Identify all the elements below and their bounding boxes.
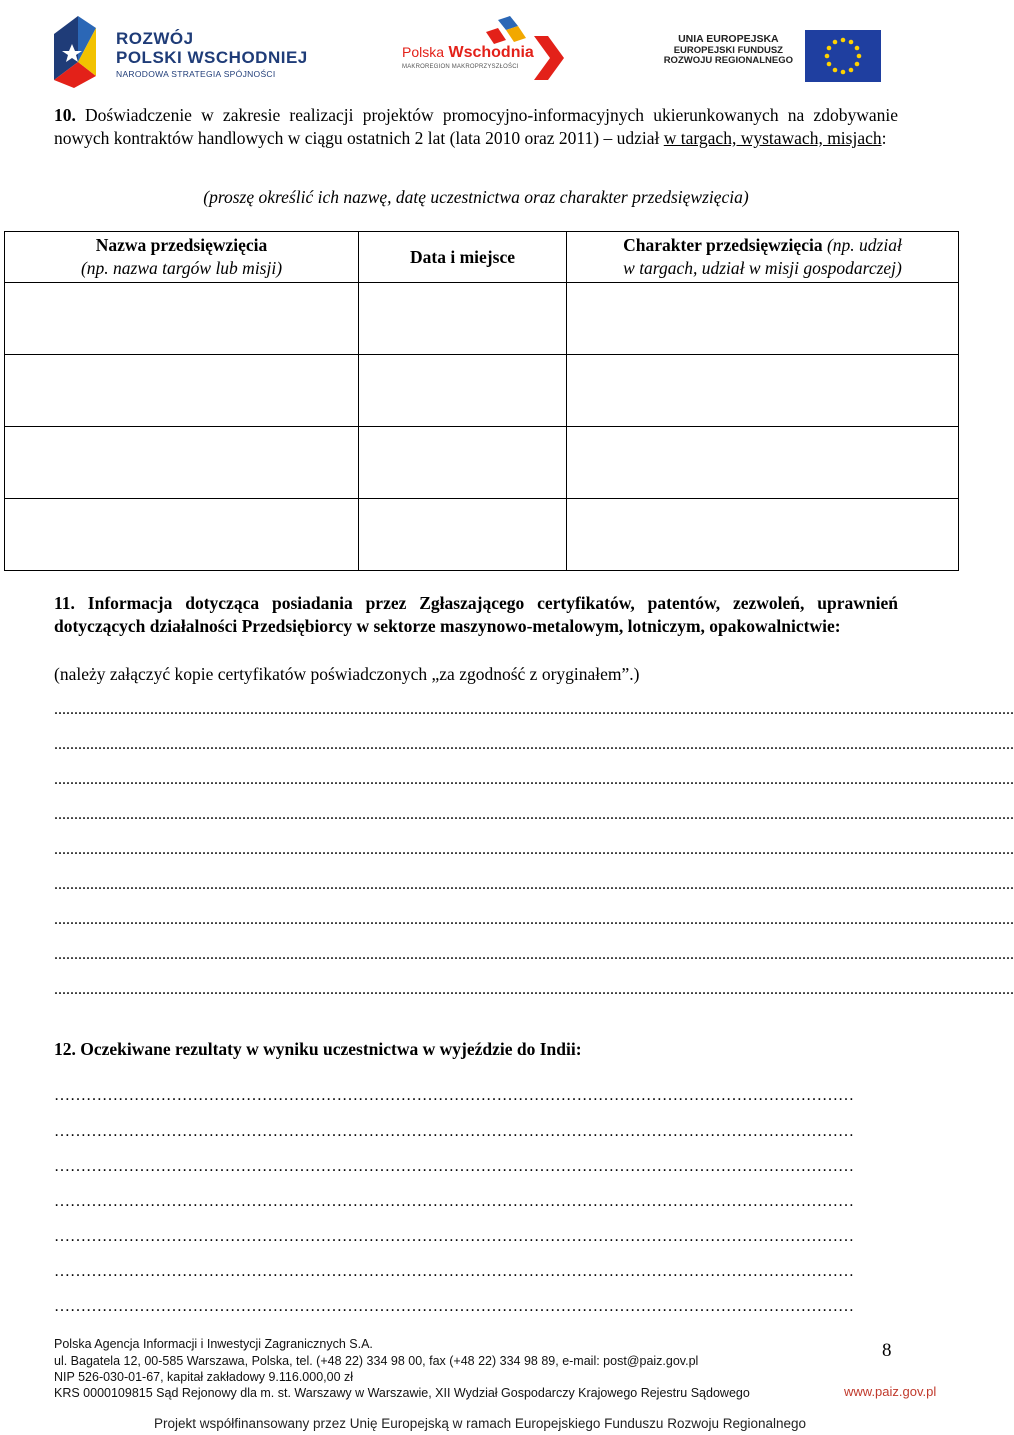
footer-krs: KRS 0000109815 Sąd Rejonowy dla m. st. Warszawy w Warszawie, XII Wydział Gospodarczy Krajowego Rejestru Sądowego xyxy=(54,1386,750,1400)
footer-cofinance-note: Projekt współfinansowany przez Unię Europejską w ramach Europejskiego Funduszu Rozwoju Regionalnego xyxy=(153,1416,807,1431)
col-header-date-title: Data i miejsce xyxy=(410,246,515,267)
ue-line-2: EUROPEJSKI FUNDUSZ xyxy=(673,44,783,56)
answer-line-11[interactable]: ................................................................................................................................................................................................................................................ xyxy=(54,701,1014,718)
logo-subline: MAKROREGION MAKROPRZYSZŁOŚCI xyxy=(402,64,519,70)
answer-line-12[interactable]: …………………………………………………………………………………………………………………………………… xyxy=(54,1298,854,1315)
cell-date-input[interactable] xyxy=(359,355,567,427)
cell-date-input[interactable] xyxy=(359,283,567,355)
section-10-number: 10. xyxy=(54,105,76,125)
answer-line-11[interactable]: ................................................................................................................................................................................................................................................ xyxy=(54,806,1014,823)
cell-name-input[interactable] xyxy=(5,283,359,355)
section-10-body: Doświadczenie w zakresie realizacji projektów promocyjno-informacyjnych ukierunkowanych na zdobywanie nowych kontraktów handlowych w ciągu ostatnich 2 lat (lata 2010 oraz 2011) – udział xyxy=(54,105,898,148)
ue-line-3: ROZWOJU REGIONALNEGO xyxy=(663,54,793,66)
table-row xyxy=(5,499,959,571)
col-header-character-sub-b: w targach, udział w misji gospodarczej) xyxy=(623,258,902,278)
logo-line-1: ROZWÓJ xyxy=(116,29,194,48)
table-row xyxy=(5,283,959,355)
col-header-name xyxy=(5,232,359,283)
answer-line-11[interactable]: ................................................................................................................................................................................................................................................ xyxy=(54,876,1014,893)
logo-word-wschodnia: Wschodnia xyxy=(448,44,534,61)
ue-line-1: UNIA EUROPEJSKA xyxy=(678,33,779,45)
answer-line-12[interactable]: …………………………………………………………………………………………………………………………………… xyxy=(54,1158,854,1175)
answer-line-12[interactable]: …………………………………………………………………………………………………………………………………… xyxy=(54,1193,854,1210)
cell-character-input[interactable] xyxy=(567,427,959,499)
section-10-tail: : xyxy=(881,128,887,148)
cell-character-input[interactable] xyxy=(567,355,959,427)
table-row xyxy=(5,355,959,427)
logo-word-polska: Polska xyxy=(402,44,445,60)
footer-company: Polska Agencja Informacji i Inwestycji Zagranicznych S.A. xyxy=(54,1337,373,1351)
col-header-character xyxy=(567,232,959,283)
table-header-row xyxy=(5,232,959,283)
logo-polska-wschodnia xyxy=(402,16,562,88)
section-10-text xyxy=(54,104,898,150)
answer-line-11[interactable]: ................................................................................................................................................................................................................................................ xyxy=(54,911,1014,928)
logo-line-3: NARODOWA STRATEGIA SPÓJNOŚCI xyxy=(116,69,276,79)
answer-line-12[interactable]: …………………………………………………………………………………………………………………………………… xyxy=(54,1263,854,1280)
cell-date-input[interactable] xyxy=(359,427,567,499)
cell-name-input[interactable] xyxy=(5,355,359,427)
section-10-underlined: w targach, wystawach, misjach xyxy=(663,128,882,148)
col-header-name-sub: (np. nazwa targów lub misji) xyxy=(80,258,283,278)
footer-website-link[interactable]: www.paiz.gov.pl xyxy=(844,1384,937,1399)
table-row xyxy=(5,427,959,499)
section-11-text: 11. Informacja dotycząca posiadania przez Zgłaszającego certyfikatów, patentów, zezwoleń, uprawnień dotyczących działalności Przedsiębiorcy w sektorze maszynowo-metalowym, lotniczym, opakowalnictwie: xyxy=(54,593,898,636)
section-10-hint: (proszę określić ich nazwę, datę uczestnictwa oraz charakter przedsięwzięcia) xyxy=(203,187,749,207)
col-header-character-title: Charakter przedsięwzięcia xyxy=(623,235,823,255)
footer-address: ul. Bagatela 12, 00-585 Warszawa, Polska, tel. (+48 22) 334 98 00, fax (+48 22) 334 98 89, e-mail: post@paiz.gov.pl xyxy=(54,1354,699,1368)
logo-rozwoj-polski-wschodniej xyxy=(52,14,322,92)
answer-line-11[interactable]: ................................................................................................................................................................................................................................................ xyxy=(54,946,1014,963)
cell-name-input[interactable] xyxy=(5,499,359,571)
rozwoj-emblem-icon xyxy=(52,14,114,88)
cell-character-input[interactable] xyxy=(567,283,959,355)
answer-line-11[interactable]: ................................................................................................................................................................................................................................................ xyxy=(54,771,1014,788)
section-12-text: 12. Oczekiwane rezultaty w wyniku uczestnictwa w wyjeździe do Indii: xyxy=(54,1039,582,1059)
answer-line-11[interactable]: ................................................................................................................................................................................................................................................ xyxy=(54,736,1014,753)
cell-name-input[interactable] xyxy=(5,427,359,499)
section-11-note: (należy załączyć kopie certyfikatów poświadczonych „za zgodność z oryginałem”.) xyxy=(54,664,640,684)
answer-line-11[interactable]: ................................................................................................................................................................................................................................................ xyxy=(54,981,1014,998)
answer-line-12[interactable]: …………………………………………………………………………………………………………………………………… xyxy=(54,1087,854,1104)
answer-line-12[interactable]: …………………………………………………………………………………………………………………………………… xyxy=(54,1123,854,1140)
answer-line-11[interactable]: ................................................................................................................................................................................................................................................ xyxy=(54,841,1014,858)
col-header-character-sub-a: (np. udział xyxy=(826,235,902,255)
experience-table xyxy=(4,231,959,571)
logo-line-2: POLSKI WSCHODNIEJ xyxy=(116,48,308,67)
chevron-right-icon xyxy=(534,36,564,80)
cell-character-input[interactable] xyxy=(567,499,959,571)
cell-date-input[interactable] xyxy=(359,499,567,571)
col-header-name-title: Nazwa przedsięwzięcia xyxy=(95,235,268,255)
header-logos xyxy=(0,10,960,95)
footer-nip: NIP 526-030-01-67, kapitał zakładowy 9.116.000,00 zł xyxy=(54,1370,354,1384)
page-number: 8 xyxy=(882,1340,892,1361)
logo-unia-europejska xyxy=(660,20,885,82)
eu-flag-icon xyxy=(805,30,881,82)
answer-line-12[interactable]: …………………………………………………………………………………………………………………………………… xyxy=(54,1228,854,1245)
col-header-date xyxy=(359,232,567,283)
